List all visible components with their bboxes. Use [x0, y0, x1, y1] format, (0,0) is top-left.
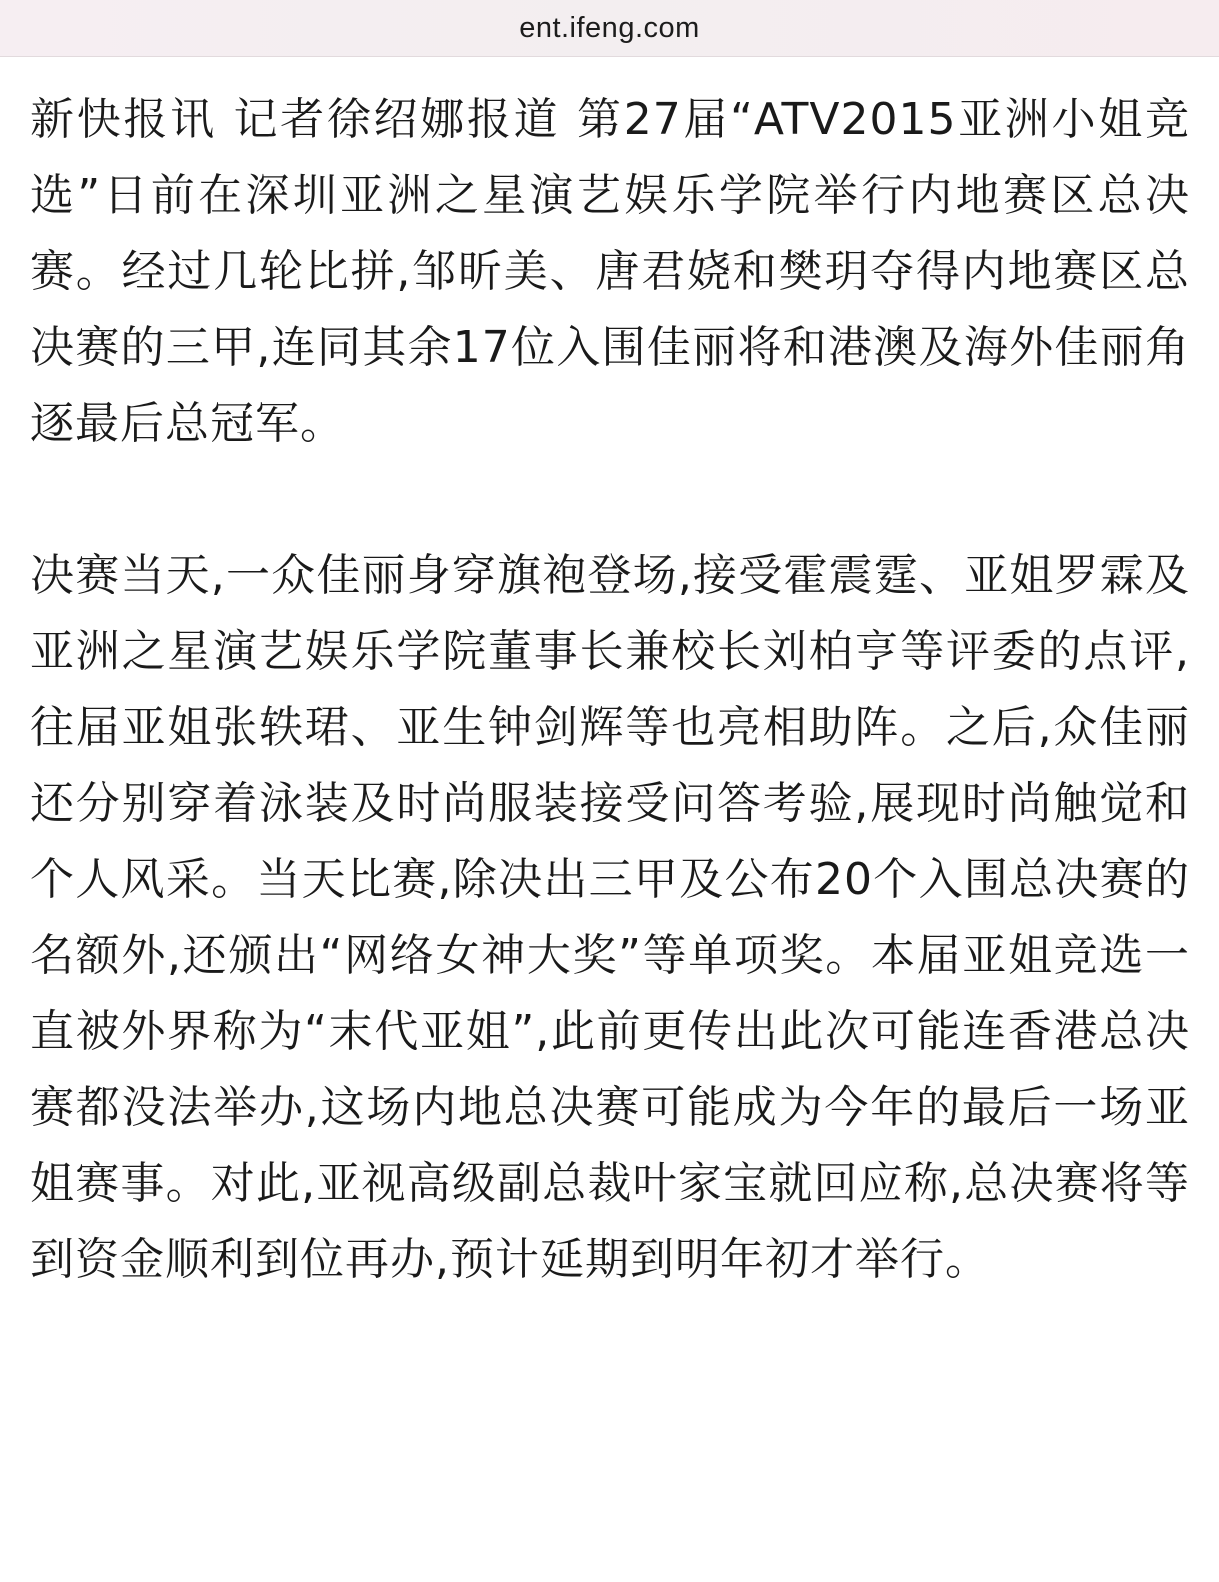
address-bar[interactable] [0, 0, 1219, 57]
article-paragraph-2: 决赛当天,一众佳丽身穿旗袍登场,接受霍震霆、亚姐罗霖及亚洲之星演艺娱乐学院董事长兼校长刘柏亨等评委的点评,往届亚姐张轶珺、亚生钟剑辉等也亮相助阵。之后,众佳丽还分别穿着泳装及时尚服装接受问答考验,展现时尚触觉和个人风采。当天比赛,除决出三甲及公布20个入围总决赛的名额外,还颁出“网络女神大奖”等单项奖。本届亚姐竞选一直被外界称为“末代亚姐”,此前更传出此次可能连香港总决赛都没法举办,这场内地总决赛可能成为今年的最后一场亚姐赛事。对此,亚视高级副总裁叶家宝就回应称,总决赛将等到资金顺利到位再办,预计延期到明年初才举行。 [30, 550, 1190, 1285]
url-text[interactable]: ent.ifeng.com [519, 11, 700, 44]
article-paragraph-1: 新快报讯 记者徐绍娜报道 第27届“ATV2015亚洲小姐竞选”日前在深圳亚洲之星演艺娱乐学院举行内地赛区总决赛。经过几轮比拼,邹昕美、唐君娆和樊玥夺得内地赛区总决赛的三甲,连同其余17位入围佳丽将和港澳及海外佳丽角逐最后总冠军。 [30, 94, 1190, 449]
article-body [30, 82, 1190, 1298]
